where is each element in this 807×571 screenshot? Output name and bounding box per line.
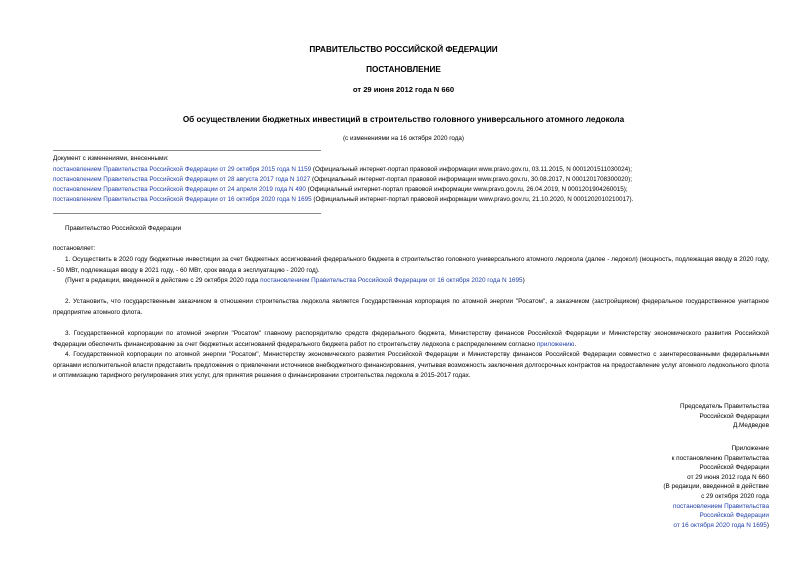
amendments-intro: Документ с изменениями, внесенными: <box>53 155 169 162</box>
appendix-line: от 29 июня 2012 года N 660 <box>687 473 769 481</box>
appendix-link-line[interactable]: Российской Федерации <box>699 512 769 520</box>
paragraph-3 <box>53 329 769 350</box>
amendment-item <box>53 176 632 183</box>
government-label: Правительство Российской Федерации <box>65 225 182 232</box>
document-date-number: от 29 июня 2012 года N 660 <box>352 85 455 94</box>
document-title: Об осуществлении бюджетных инвестиций в строительство головного универсального атомного ледокола <box>182 115 625 124</box>
signature-block <box>680 402 769 431</box>
paragraph-2: 2. Установить, что государственным заказчиком в отношении строительства ледокола является Государственная корпорация по атомной энергии "Росатом", а заказчиком (застройщиком) федеральное государственное унитарное предприятие атомного флота. <box>53 298 769 316</box>
note-suffix: ) <box>522 277 525 284</box>
signature-country: Российской Федерации <box>699 412 769 420</box>
paragraph-1: 1. Осуществить в 2020 году бюджетные инвестиции за счет бюджетных ассигнований федерального бюджета в строительство головного универсального атомного ледокола (далее - ледокол) (мощность, подлежащая вводу в 2020 году, - 50 МВт, подлежащая вводу в 2021 году, - 60 МВт, срок ввода в эксплуатацию - 2020 год). <box>53 256 769 274</box>
amendment-item <box>53 196 633 203</box>
signature-name: Д.Медведев <box>732 422 769 430</box>
revision-note: (с изменениями на 16 октября 2020 года) <box>342 135 465 142</box>
appendix-line: (В редакции, введенной в действие <box>663 483 769 491</box>
amendment-text: (Официальный интернет-портал правовой информации www.pravo.gov.ru, 30.08.2017, N 0001201708300020); <box>310 176 633 183</box>
appendix-link-line[interactable]: постановлением Правительства <box>673 502 769 510</box>
amendment-link[interactable]: постановлением Правительства Российской Федерации от 24 апреля 2019 года N 490 <box>53 186 306 193</box>
appendix-link-row <box>663 521 769 531</box>
appendix-line: к постановлению Правительства <box>671 454 769 462</box>
resolves-label: постановляет: <box>53 245 96 252</box>
amendment-item <box>53 166 632 173</box>
paragraph-3-text: 3. Государственной корпорации по атомной энергии "Росатом" главному распорядителю средств федерального бюджета, Министерству финансов Российской Федерации и Министерству экономического развития Российской Федерации обеспечить финансирование за счет бюджетных ассигнований федерального бюджета работ по строительству ледокола с распределением согласно <box>53 330 769 348</box>
appendix-link[interactable]: приложению <box>536 340 575 348</box>
amendment-text: (Официальный интернет-портал правовой информации www.pravo.gov.ru, 26.04.2019, N 0001201904260015); <box>305 186 628 193</box>
government-heading: ПРАВИТЕЛЬСТВО РОССИЙСКОЙ ФЕДЕРАЦИИ <box>309 45 498 54</box>
appendix-end: ) <box>766 521 769 529</box>
document-type: ПОСТАНОВЛЕНИЕ <box>366 65 441 74</box>
amendment-link[interactable]: постановлением Правительства Российской Федерации от 28 августа 2017 года N 1027 <box>53 176 311 183</box>
amendment-link[interactable]: постановлением Правительства Российской Федерации от 29 октября 2015 года N 1159 <box>53 166 312 173</box>
appendix-block <box>663 444 769 530</box>
signature-position: Председатель Правительства <box>680 403 769 410</box>
appendix-line: Российской Федерации <box>699 464 769 472</box>
bottom-divider <box>53 213 321 214</box>
paragraph-1-note <box>65 276 525 287</box>
note-prefix: (Пункт в редакции, введенной в действие с 29 октября 2020 года <box>65 277 261 284</box>
appendix-link-line[interactable]: от 16 октября 2020 года N 1695 <box>673 521 767 529</box>
appendix-line: с 29 октября 2020 года <box>701 492 769 500</box>
note-link[interactable]: постановлением Правительства Российской Федерации от 16 октября 2020 года N 1695 <box>260 277 523 284</box>
paragraph-3-end: . <box>574 340 577 348</box>
amendment-item <box>53 186 628 193</box>
amendment-link[interactable]: постановлением Правительства Российской Федерации от 16 октября 2020 года N 1695 <box>53 196 312 203</box>
amendment-text: (Официальный интернет-портал правовой информации www.pravo.gov.ru, 03.11.2015, N 0001201511030024); <box>311 166 632 173</box>
appendix-title: Приложение <box>731 445 769 452</box>
top-divider <box>53 150 321 151</box>
paragraph-4: 4. Государственной корпорации по атомной энергии "Росатом", Министерству экономического развития Российской Федерации и Министерству финансов Российской Федерации совместно с заинтересованными федеральными органами исполнительной власти представить предложения о привлечении источников внебюджетного финансирования, учитывая возможность заключения долгосрочных контрактов на предоставление услуг атомного ледокольного флота и оптимизацию тарифного регулирования этих услуг, для принятия решения о финансировании строительства ледокола в 2015-2017 годах. <box>53 351 769 380</box>
amendment-text: (Официальный интернет-портал правовой информации www.pravo.gov.ru, 21.10.2020, N 0001202010210017). <box>311 196 634 203</box>
